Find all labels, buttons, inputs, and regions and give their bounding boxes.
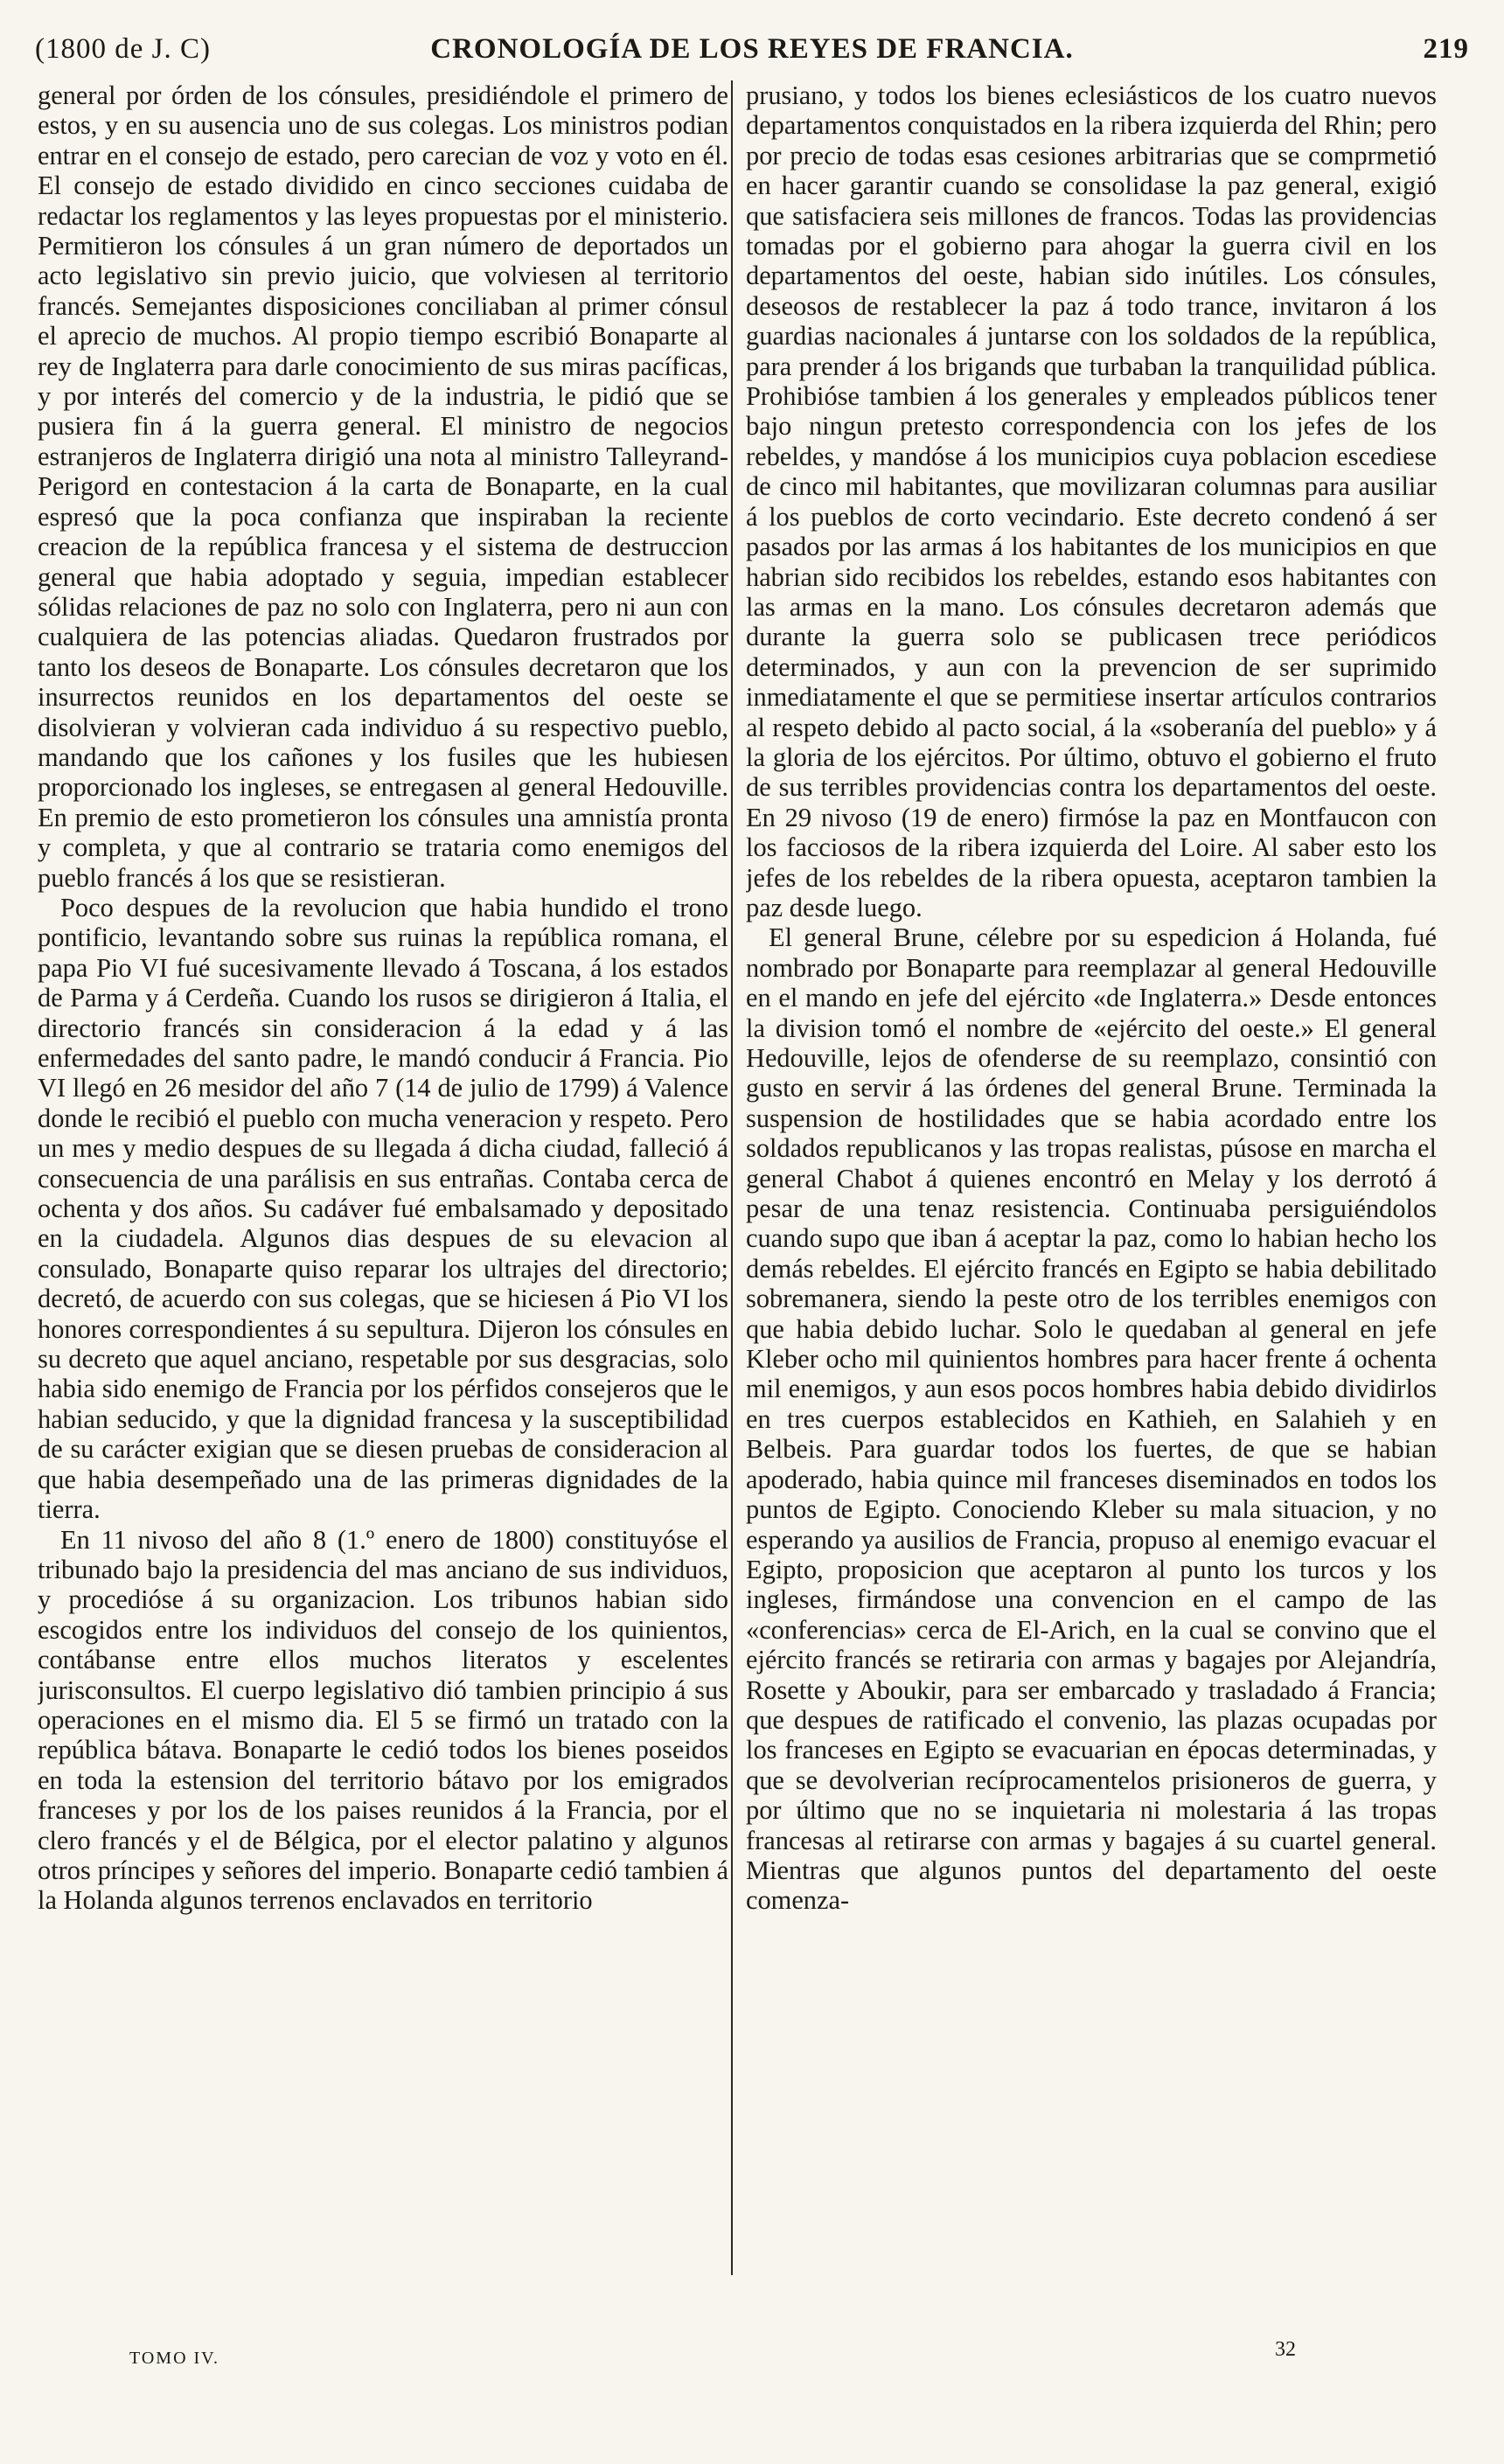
paragraph: prusiano, y todos los bienes eclesiásticos de los cuatro nuevos departamentos conquistados en la ribera izquierda del Rhin; pero por precio de todas esas cesiones arbitrarias que se comprmetió en hacer garantir cuando se consolidase la paz general, exigió que satisfaciera seis millones de francos. Todas las providencias tomadas por el gobierno para ahogar la guerra civil en los departamentos del oeste, habian sido inútiles. Los cónsules, deseosos de restablecer la paz á todo trance, invitaron á los guardias nacionales á juntarse con los soldados de la república, para prender á los brigands que turbaban la tranquilidad pública. Prohibióse tambien á los generales y empleados públicos tener bajo ningun pretesto correspondencia con los jefes de los rebeldes, y mandóse á los municipios cuya poblacion escediese de cinco mil habitantes, que movilizaran columnas para ausiliar á los pueblos de corto vecindario. Este decreto condenó á ser pasados por las armas á los habitantes de los municipios en que habrian sido recibidos los rebeldes, estando esos habitantes con las armas en la mano. Los cónsules decretaron además que durante la guerra solo se publicasen trece periódicos determinados, y aun con la prevencion de ser suprimido inmediatamente el que se permitiese insertar artículos contrarios al respeto debido al pacto social, á la «soberanía del pueblo» y á la gloria de los ejércitos. Por último, obtuvo el gobierno el fruto de sus terribles providencias contra los departamentos del oeste. En 29 nivoso (19 de enero) firmóse la paz en Montfaucon con los facciosos de la ribera izquierda del Loire. Al saber esto los jefes de los rebeldes de la ribera opuesta, aceptaron tambien la paz desde luego. [746, 80, 1437, 922]
signature-mark: 32 [1275, 2338, 1296, 2361]
paragraph: general por órden de los cónsules, presidiéndole el primero de estos, y en su ausencia uno de sus colegas. Los ministros podian entrar en el consejo de estado, pero carecian de voz y voto en él. El consejo de estado dividido en cinco secciones cuidaba de redactar los reglamentos y las leyes propuestas por el ministerio. Permitieron los cónsules á un gran número de deportados un acto legislativo sin previo juicio, que volviesen al territorio francés. Semejantes disposiciones conciliaban al primer cónsul el aprecio de muchos. Al propio tiempo escribió Bonaparte al rey de Inglaterra para darle conocimiento de sus miras pacíficas, y por interés del comercio y de la industria, le pidió que se pusiera fin á la guerra general. El ministro de negocios estranjeros de Inglaterra dirigió una nota al ministro Talleyrand-Perigord en contestacion á la carta de Bonaparte, en la cual espresó que la poca confianza que inspiraban la reciente creacion de la república francesa y el sistema de destruccion general que habia adoptado y seguia, impedian establecer sólidas relaciones de paz no solo con Inglaterra, pero ni aun con cualquiera de las potencias aliadas. Quedaron frustrados por tanto los deseos de Bonaparte. Los cónsules decretaron que los insurrectos reunidos en los departamentos del oeste se disolvieran y volvieran cada individuo á su respectivo pueblo, mandando que los cañones y los fusiles que les hubiesen proporcionado los ingleses, se entregasen al general Hedouville. En premio de esto prometieron los cónsules una amnistía pronta y completa, y que al contrario se trataria como enemigos del pueblo francés á los que se resistieran. [38, 80, 728, 893]
running-header [35, 33, 1469, 77]
paragraph: En 11 nivoso del año 8 (1.º enero de 1800) constituyóse el tribunado bajo la presidencia del mas anciano de sus individuos, y procedióse á su organizacion. Los tribunos habian sido escogidos entre los individuos del consejo de los quinientos, contábanse entre ellos muchos literatos y escelentes jurisconsultos. El cuerpo legislativo dió tambien principio á sus operaciones en el mismo dia. El 5 se firmó un tratado con la república bátava. Bonaparte le cedió todos los bienes poseidos en toda la estension del territorio bátavo por los emigrados franceses y por los de los paises reunidos á la Francia, por el clero francés y el de Bélgica, por el elector palatino y algunos otros príncipes y señores del imperio. Bonaparte cedió tambien á la Holanda algunos terrenos enclavados en territorio [38, 1524, 728, 1916]
paragraph: El general Brune, célebre por su espedicion á Holanda, fué nombrado por Bonaparte para reemplazar al general Hedouville en el mando en jefe del ejército «de Inglaterra.» Desde entonces la division tomó el nombre de «ejército del oeste.» El general Hedouville, lejos de ofenderse de su reemplazo, consintió con gusto en servir á las órdenes del general Brune. Terminada la suspension de hostilidades que se habia acordado entre los soldados republicanos y las tropas realistas, púsose en marcha el general Chabot á quienes encontró en Melay y los derrotó á pesar de una tenaz resistencia. Continuaba persiguiéndolos cuando supo que iban á aceptar la paz, como lo habian hecho los demás rebeldes. El ejército francés en Egipto se habia debilitado sobremanera, siendo la peste otro de los terribles enemigos con que habia debido luchar. Solo le quedaban al general en jefe Kleber ocho mil quinientos hombres para hacer frente á ochenta mil enemigos, y aun esos pocos hombres habia debido dividirlos en tres cuerpos establecidos en Kathieh, en Salahieh y en Belbeis. Para guardar todos los fuertes, de que se habian apoderado, habia quince mil franceses diseminados en todos los puntos de Egipto. Conociendo Kleber su mala situacion, y no esperando ya ausilios de Francia, propuso al enemigo evacuar el Egipto, proposicion que aceptaron al punto los turcos y los ingleses, firmándose una convencion en el campo de las «conferencias» cerca de El-Arich, en la cual se convino que el ejército francés se retiraria con armas y bagajes por Alejandría, Rosette y Aboukir, para ser embarcado y trasladado á Francia; que despues de ratificado el convenio, las plazas ocupadas por los franceses en Egipto se evacuarian en épocas determinadas, y que se devolverian recíprocamentelos prisioneros de guerra, y por último que no se inquietaria ni molestaria á las tropas francesas al retirarse con armas y bagajes á su cuartel general. Mientras que algunos puntos del departamento del oeste comenza- [746, 922, 1437, 1916]
right-column [746, 80, 1437, 2293]
left-column [38, 80, 728, 2293]
page-number: 219 [1423, 33, 1469, 65]
volume-label: TOMO IV. [129, 2349, 220, 2368]
header-date: (1800 de J. C) [35, 33, 211, 65]
header-title: CRONOLOGÍA DE LOS REYES DE FRANCIA. [430, 33, 1074, 65]
paragraph: Poco despues de la revolucion que habia hundido el trono pontificio, levantando sobre sus ruinas la república romana, el papa Pio VI fué sucesivamente llevado á Toscana, á los estados de Parma y á Cerdeña. Cuando los rusos se dirigieron á Italia, el directorio francés sin consideracion á la edad y á las enfermedades del santo padre, le mandó conducir á Francia. Pio VI llegó en 26 mesidor del año 7 (14 de julio de 1799) á Valence donde le recibió el pueblo con mucha veneracion y respeto. Pero un mes y medio despues de su llegada á dicha ciudad, falleció á consecuencia de una parálisis en sus entrañas. Contaba cerca de ochenta y dos años. Su cadáver fué embalsamado y depositado en la ciudadela. Algunos dias despues de su elevacion al consulado, Bonaparte quiso reparar los ultrajes del directorio; decretó, de acuerdo con sus colegas, que se hiciesen á Pio VI los honores correspondientes á su sepultura. Dijeron los cónsules en su decreto que aquel anciano, respetable por sus desgracias, solo habia sido enemigo de Francia por los pérfidos consejeros que le habian seducido, y que la dignidad francesa y la susceptibilidad de su carácter exigian que se diesen pruebas de consideracion al que habia desempeñado una de las primeras dignidades de la tierra. [38, 892, 728, 1525]
column-divider [731, 80, 733, 2275]
